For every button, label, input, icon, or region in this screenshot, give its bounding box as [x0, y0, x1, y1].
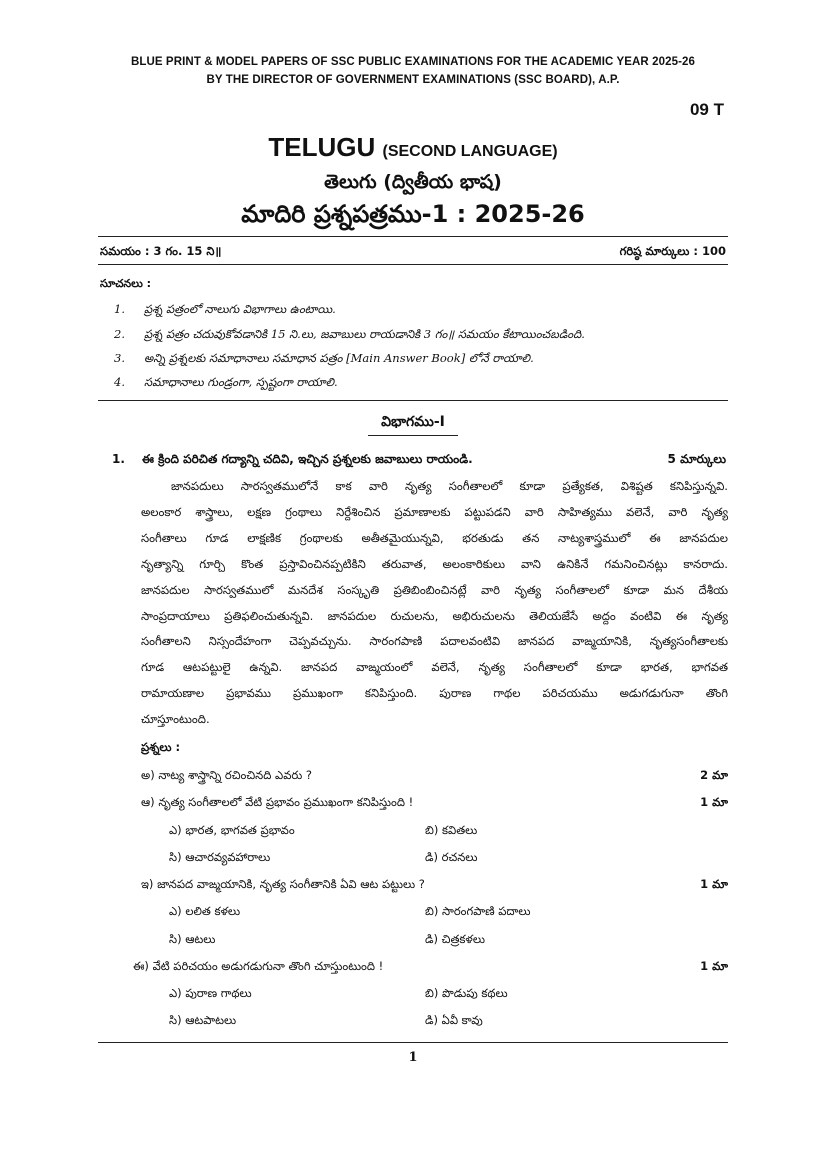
sub-question-marks: 2 మా — [700, 768, 728, 782]
sub-question: ఇ) జానపద వాఙ్మయానికి, నృత్య సంగీతానికి ఏవి ఆట పట్టులు ? 1 మా — [141, 877, 728, 894]
option: బి) పొడుపు కథలు — [425, 986, 508, 1000]
passage-line: జానపదుల సారస్వతములో మనదేశ సంస్కృతి ప్రతిబింబించినట్లే వారి నృత్య సంగీతాలలో కూడా మన దేశీయ — [141, 582, 728, 597]
subject-title-sub: (SECOND LANGUAGE) — [382, 143, 558, 160]
subject-title-main: TELUGU — [268, 132, 376, 162]
header-line-1: BLUE PRINT & MODEL PAPERS OF SSC PUBLIC EXAMINATIONS FOR THE ACADEMIC YEAR 2025-26 — [130, 56, 696, 68]
passage-line: రామాయణాల ప్రభావము ప్రముఖంగా కనిపిస్తుంది. పురాణ గాథల పరిచయము అడుగడుగునా తొంగి — [141, 686, 728, 701]
passage-line: సంగీతాలు గూడ లాక్షణిక గ్రంథాలకు అతీతమైయున్నవి, భరతుడు తన నాట్యశాస్త్రములో ఈ జానపదుల — [141, 530, 728, 545]
paper-code: 09 T — [689, 100, 724, 119]
questions-heading: ప్రశ్నలు : — [141, 740, 181, 754]
instruction-item: 1. ప్రశ్న పత్రంలో నాలుగు విభాగాలు ఉంటాయి. — [114, 302, 336, 316]
option: ఎ) పురాణ గాథలు — [169, 986, 252, 1000]
option: సి) ఆచారవ్యవహారాలు — [169, 850, 271, 864]
option: డి) రచనలు — [425, 850, 478, 864]
question-1 — [112, 452, 473, 469]
option: సి) ఆటపాటలు — [169, 1013, 237, 1027]
option: డి) ఏవీ కావు — [425, 1013, 483, 1027]
model-paper-title: మాదిరి ప్రశ్నపత్రము-1 : 2025-26 — [241, 200, 585, 228]
option: సి) ఆటలు — [169, 932, 216, 946]
question-number: 1. — [112, 452, 125, 466]
page-number: 1 — [408, 1050, 418, 1065]
sub-question-marks: 1 మా — [700, 877, 728, 891]
option: ఎ) లలిత కళలు — [169, 904, 241, 918]
passage-line: చూస్తూంటుంది. — [141, 712, 210, 727]
time-allowed: సమయం : 3 గం. 15 ని॥ — [100, 244, 222, 258]
section-title-underline — [368, 435, 458, 436]
passage — [141, 474, 728, 733]
passage-line: సాంప్రదాయాలు ప్రతిఫలించుతున్నవి. జానపదుల రుచులను, అభిరుచులను తెలియజేసే అద్దం వంటివి ఈ నృత్య — [141, 608, 728, 623]
section-title: విభాగము-I — [381, 414, 445, 430]
sub-question-marks: 1 మా — [700, 959, 728, 973]
passage-line: గూడ ఆటపట్టులై ఉన్నవి. జానపద వాఙ్మయంలో వలెనే, నృత్య సంగీతాలలో కూడా భారత, భాగవత — [141, 660, 728, 675]
option: ఎ) భారత, భాగవత ప్రభావం — [169, 823, 295, 837]
subject-title — [0, 132, 826, 163]
instructions-heading: సూచనలు : — [100, 277, 151, 290]
instruction-item: 4. సమాధానాలు గుండ్రంగా, స్పష్టంగా రాయాలి. — [114, 375, 338, 389]
divider-footer — [98, 1042, 728, 1043]
option: డి) చిత్రకళలు — [425, 932, 485, 946]
subject-title-telugu: తెలుగు (ద్వితీయ భాష) — [324, 171, 502, 193]
instruction-item: 2. ప్రశ్న పత్రం చదువుకోవడానికి 15 ని.లు, జవాబులు రాయడానికి 3 గం॥ సమయం కేటాయించబడింది. — [114, 327, 585, 341]
header-line-2: BY THE DIRECTOR OF GOVERNMENT EXAMINATIONS (SSC BOARD), A.P. — [206, 74, 620, 86]
passage-line: జానపదులు సారస్వతములోనే కాక వారి నృత్య సంగీతాలలో కూడా ప్రత్యేకత, విశిష్టత కనిపిస్తున్నవి. — [171, 479, 728, 493]
divider-top — [98, 236, 728, 237]
instruction-item: 3. అన్ని ప్రశ్నలకు సమాధానాలు సమాధాన పత్రం [Main Answer Book] లోనే రాయాలి. — [114, 351, 534, 365]
divider-meta — [98, 264, 728, 265]
sub-question: ఈ) వేటి పరిచయం అడుగడుగునా తొంగి చూస్తుంటుంది ! 1 మా — [133, 959, 728, 976]
passage-line: నృత్యాన్ని గూర్చి కొంత ప్రస్తావించినప్పటికిని తరువాత, అలంకారికులు వాని ఉనికినే గమనించినట్లు కానరాదు. — [141, 556, 728, 571]
passage-line: అలంకార శాస్త్రాలు, లక్షణ గ్రంథాలు నిర్దేశించిన ప్రమాణాలకు పట్టుపడని వారి సాహిత్యము వలెనే, వారి నృత్య — [141, 504, 728, 519]
divider-instructions — [98, 400, 728, 401]
sub-question: ఆ) నృత్య సంగీతాలలో వేటి ప్రభావం ప్రముఖంగా కనిపిస్తుంది ! 1 మా — [141, 795, 728, 812]
max-marks: గరిష్ఠ మార్కులు : 100 — [619, 244, 726, 258]
sub-question: అ) నాట్య శాస్త్రాన్ని రచించినది ఎవరు ? 2 మా — [141, 768, 728, 785]
option: బి) కవితలు — [425, 823, 478, 837]
sub-question-marks: 1 మా — [700, 795, 728, 809]
passage-line: సంగీతాలని నిస్సందేహంగా చెప్పవచ్చును. సారంగపాణి పదాలవంటివి జానపద వాఙ్మయానికి, నృత్యసంగీతాలకు — [141, 634, 728, 649]
option: బి) సారంగపాణి పదాలు — [425, 904, 531, 918]
question-text: ఈ క్రింది పరిచిత గద్యాన్ని చదివి, ఇచ్చిన ప్రశ్నలకు జవాబులు రాయండి. — [142, 452, 473, 466]
question-marks: 5 మార్కులు — [667, 452, 726, 466]
